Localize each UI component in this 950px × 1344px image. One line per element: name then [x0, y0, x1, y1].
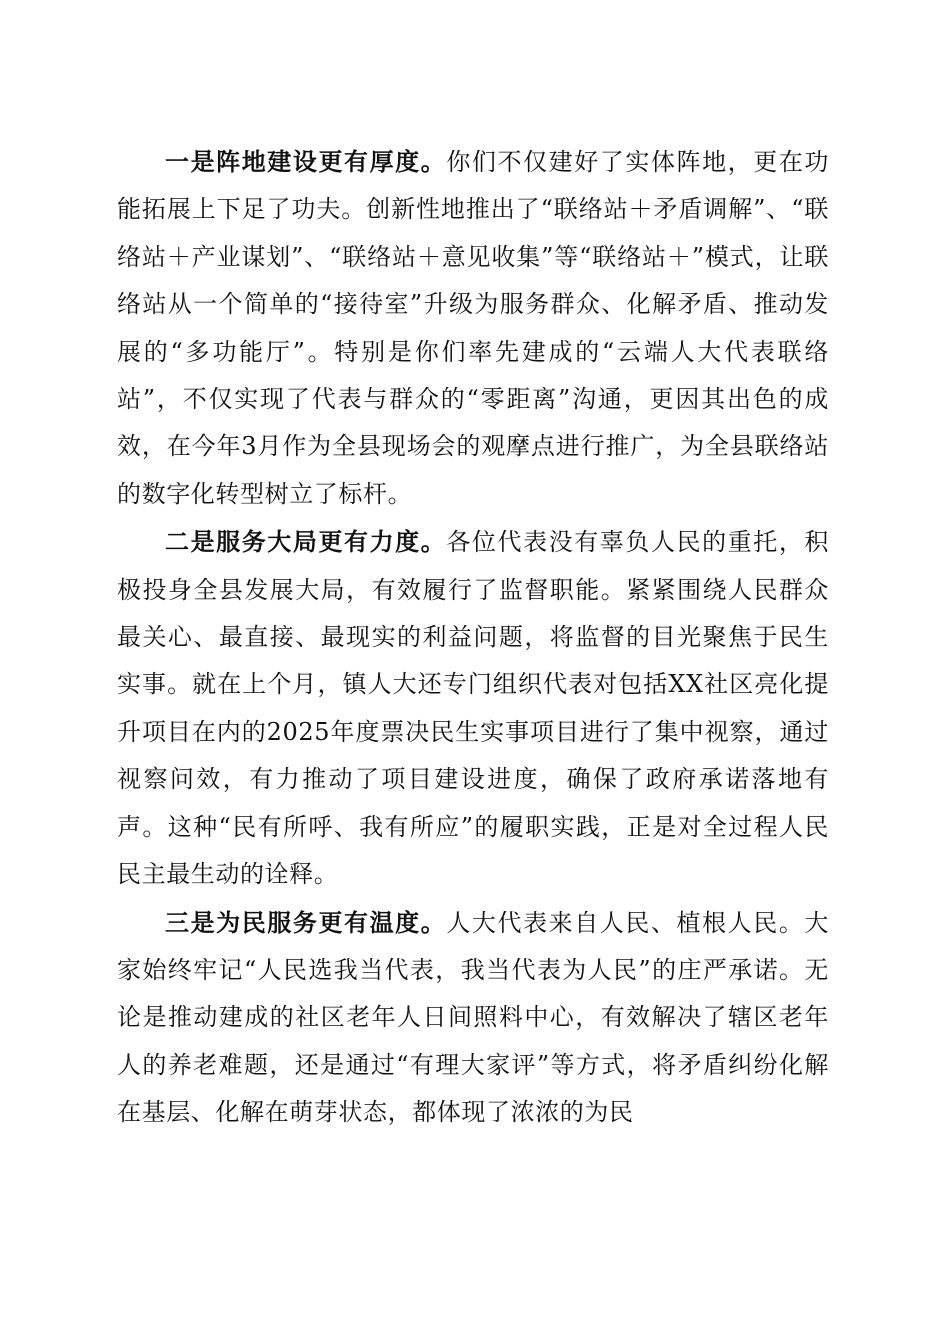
paragraph-serving-overall: [117, 518, 829, 898]
document-page: [117, 138, 829, 1137]
paragraph-heading: 一是阵地建设更有厚度。: [165, 147, 447, 176]
paragraph-heading: 二是服务大局更有力度。: [165, 527, 447, 557]
paragraph-position-building: [117, 138, 829, 518]
paragraph-heading: 三是为民服务更有温度。: [165, 907, 447, 937]
paragraph-serving-people: [117, 899, 829, 1137]
paragraph-body: 你们不仅建好了实体阵地，更在功能拓展上下足了功夫。创新性地推出了“联络站＋矛盾调解”、“联络站＋产业谋划”、“联络站＋意见收集”等“联络站＋”模式，让联络站从一个简单的“接待室”升级为服务群众、化解矛盾、推动发展的“多功能厅”。特别是你们率先建成的“云端人大代表联络站”，不仅实现了代表与群众的“零距离”沟通，更因其出色的成效，在今年3月作为全县现场会的观摩点进行推广，为全县联络站的数字化转型树立了标杆。: [117, 148, 830, 508]
paragraph-body: 人大代表来自人民、植根人民。大家始终牢记“人民选我当代表，我当代表为人民”的庄严承诺。无论是推动建成的社区老年人日间照料中心，有效解决了辖区老年人的养老难题，还是通过“有理大家评”等方式，将矛盾纠纷化解在基层、化解在萌芽状态，都体现了浓浓的为民: [117, 908, 830, 1127]
paragraph-body: 各位代表没有辜负人民的重托，积极投身全县发展大局，有效履行了监督职能。紧紧围绕人民群众最关心、最直接、最现实的利益问题，将监督的目光聚焦于民生实事。就在上个月，镇人大还专门组织代表对包括XX社区亮化提升项目在内的2025年度票决民生实事项目进行了集中视察，通过视察问效，有力推动了项目建设进度，确保了政府承诺落地有声。这种“民有所呼、我有所应”的履职实践，正是对全过程人民民主最生动的诠释。: [117, 528, 830, 889]
